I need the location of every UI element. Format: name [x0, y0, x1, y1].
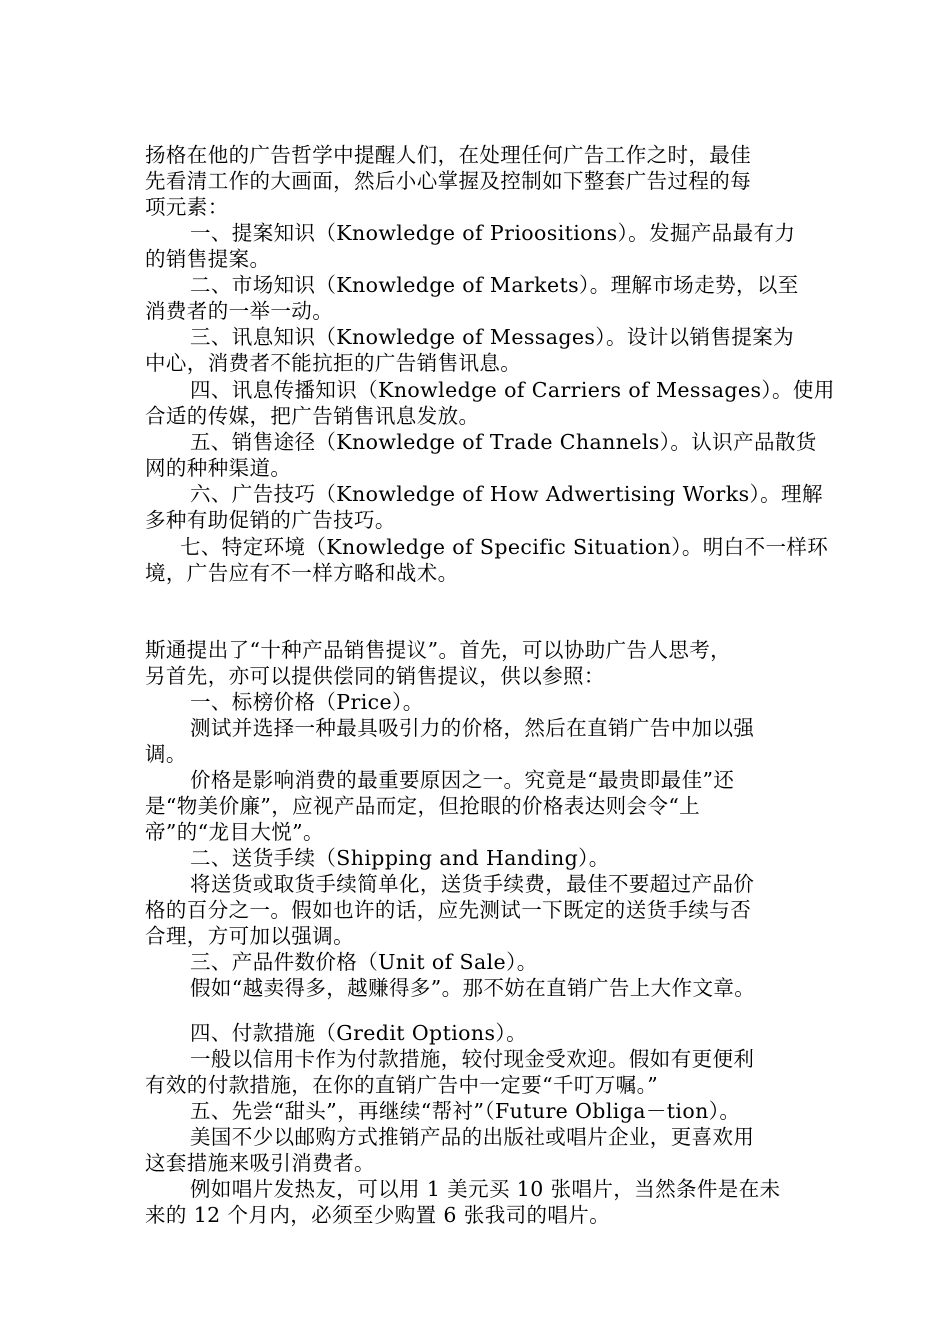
- paragraph-line: 网的种种渠道。: [145, 456, 292, 480]
- paragraph-line: 调。: [145, 742, 187, 766]
- paragraph-line: 合理，方可加以强调。: [145, 924, 354, 948]
- list-item-line: 七、特定环境（Knowledge of Specific Situation）。明白不一样环: [180, 535, 829, 559]
- list-item-line: 三、产品件数价格（Unit of Sale）。: [190, 950, 538, 974]
- paragraph-line: 一般以信用卡作为付款措施，较付现金受欢迎。假如有更便利: [190, 1047, 755, 1071]
- list-item-line: 六、广告技巧（Knowledge of How Adwertising Works）。理解: [190, 482, 823, 506]
- paragraph-line: 例如唱片发热友，可以用 1 美元买 10 张唱片，当然条件是在未: [190, 1177, 781, 1201]
- paragraph-line: 美国不少以邮购方式推销产品的出版社或唱片企业，更喜欢用: [190, 1125, 755, 1149]
- paragraph-line: 这套措施来吸引消费者。: [145, 1151, 375, 1175]
- paragraph-line: 是“物美价廉”，应视产品而定，但抢眼的价格表达则会令“上: [145, 794, 701, 818]
- paragraph-line: 假如“越卖得多，越赚得多”。那不妨在直销广告上大作文章。: [190, 976, 756, 1000]
- paragraph-line: 有效的付款措施，在你的直销广告中一定要“千叮万嘱。”: [145, 1073, 659, 1097]
- paragraph-line: 多种有助促销的广告技巧。: [145, 508, 396, 532]
- paragraph-line: 另首先，亦可以提供偿同的销售提议，供以参照：: [145, 664, 605, 688]
- paragraph-line: 价格是影响消费的最重要原因之一。究竟是“最贵即最佳”还: [190, 768, 735, 792]
- paragraph-line: 合适的传媒，把广告销售讯息发放。: [145, 404, 480, 428]
- list-item-line: 四、付款措施（Gredit Options）。: [190, 1021, 527, 1045]
- paragraph-line: 扬格在他的广告哲学中提醒人们，在处理任何广告工作之时，最佳: [145, 143, 752, 167]
- paragraph-line: 帝”的“龙目大悦”。: [145, 820, 324, 844]
- list-item-line: 二、市场知识（Knowledge of Markets）。理解市场走势，以至: [190, 273, 799, 297]
- paragraph-line: 先看清工作的大画面，然后小心掌握及控制如下整套广告过程的每: [145, 169, 752, 193]
- paragraph-line: 来的 12 个月内，必须至少购置 6 张我司的唱片。: [145, 1203, 611, 1227]
- paragraph-line: 项元素：: [145, 195, 229, 219]
- list-item-line: 二、送货手续（Shipping and Handing）。: [190, 846, 610, 870]
- paragraph-line: 测试并选择一种最具吸引力的价格，然后在直销广告中加以强: [190, 716, 755, 740]
- list-item-line: 一、提案知识（Knowledge of Prioositions）。发掘产品最有力: [190, 221, 796, 245]
- paragraph-line: 的销售提案。: [145, 247, 271, 271]
- paragraph-line: 消费者的一举一动。: [145, 299, 334, 323]
- paragraph-line: 中心，消费者不能抗拒的广告销售讯息。: [145, 351, 522, 375]
- list-item-line: 三、讯息知识（Knowledge of Messages）。设计以销售提案为: [190, 325, 795, 349]
- list-item-line: 四、讯息传播知识（Knowledge of Carriers of Messages）。使用: [190, 378, 835, 402]
- paragraph-line: 格的百分之一。假如也许的话，应先测试一下既定的送货手续与否: [145, 898, 752, 922]
- list-item-line: 五、销售途径（Knowledge of Trade Channels）。认识产品散货: [190, 430, 817, 454]
- paragraph-line: 将送货或取货手续简单化，送货手续费，最佳不要超过产品价: [190, 872, 755, 896]
- paragraph-line: 斯通提出了“十种产品销售提议”。首先，可以协助广告人思考，: [145, 638, 732, 662]
- list-item-line: 五、先尝“甜头”，再继续“帮衬”（Future Obliga－tion）。: [190, 1099, 741, 1123]
- list-item-line: 一、标榜价格（Price）。: [190, 690, 424, 714]
- paragraph-line: 境，广告应有不一样方略和战术。: [145, 561, 459, 585]
